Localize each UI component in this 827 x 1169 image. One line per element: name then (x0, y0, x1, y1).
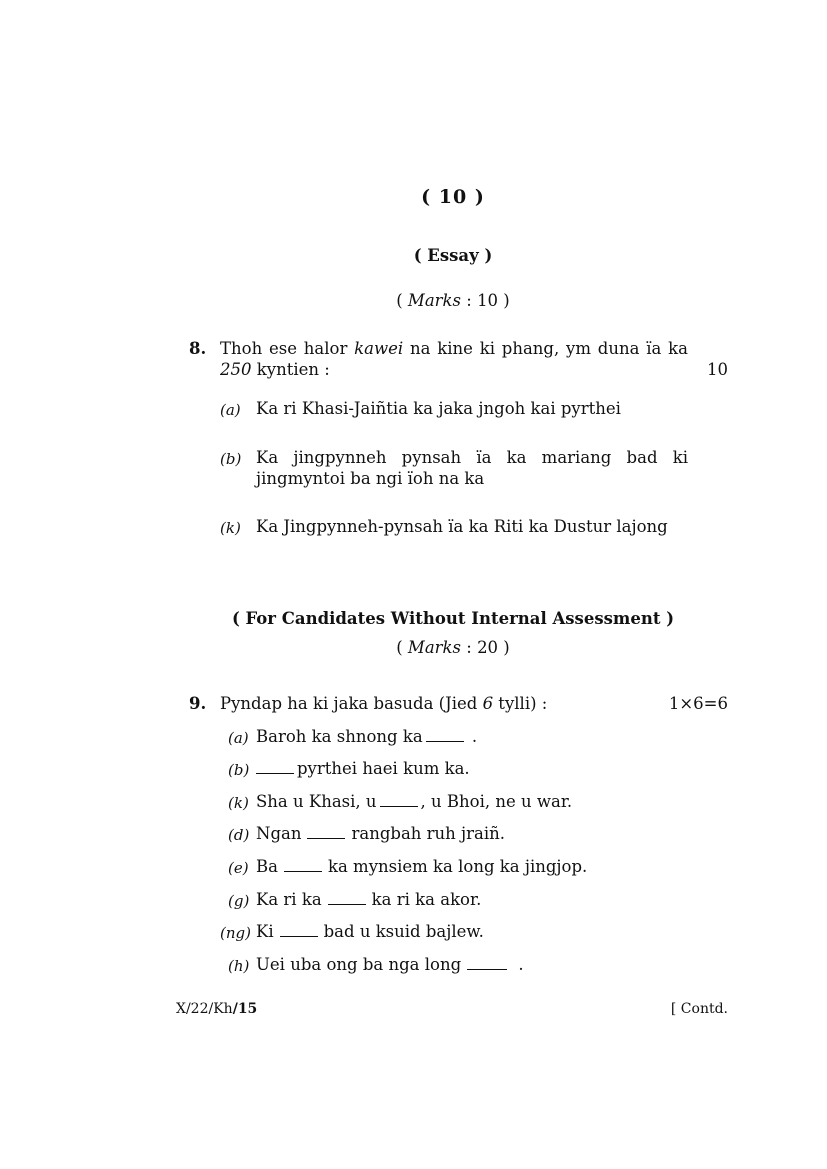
q8-option-text-line2: jingmyntoi ba ngi ïoh na ka (256, 469, 485, 488)
q9-item-text (256, 759, 470, 778)
marks-value: : 10 ) (461, 291, 510, 310)
q9-item-before: Ngan (256, 824, 302, 843)
q9-item-after: , u Bhoi, ne u war. (420, 792, 573, 811)
q9-item-text (256, 792, 572, 811)
q9-item-before: Baroh ka shnong ka (256, 727, 423, 746)
q8-text-a: Thoh ese halor (220, 339, 355, 358)
footer-code (176, 1001, 257, 1017)
q9-item-before: Ka ri ka (256, 890, 322, 909)
candidates-marks (0, 638, 827, 657)
q9-item-after: pyrthei haei kum ka. (297, 759, 470, 778)
q9-item-after: . (466, 727, 478, 746)
q9-item-text (256, 890, 481, 909)
q9-item-text (256, 727, 477, 746)
question-9-text (220, 694, 547, 713)
q9-item-before: Uei uba ong ba nga long (256, 955, 462, 974)
q9-item-after: bad u ksuid bajlew. (323, 922, 484, 941)
q9-item-after: ka ri ka akor. (371, 890, 482, 909)
q8-text-italic: kawei (354, 339, 404, 358)
fill-blank (284, 857, 322, 872)
marks-open: ( (396, 291, 408, 310)
fill-blank (256, 759, 294, 774)
q8-option-text: Ka ri Khasi-Jaiñtia ka jaka jngoh kai pyrthei (256, 399, 621, 418)
q9-text-a: Pyndap ha ki jaka basuda (Jied (220, 694, 483, 713)
q9-item-label: (g) (228, 892, 250, 910)
marks-label: Marks (407, 291, 462, 310)
question-8-text (220, 339, 688, 358)
candidates-section-title: ( For Candidates Without Internal Assessment ) (231, 609, 675, 628)
question-8-marks: 10 (707, 360, 728, 379)
q9-item-after: rangbah ruh jraiñ. (351, 824, 506, 843)
q9-item-label: (h) (228, 957, 250, 975)
q9-item-before: Sha u Khasi, u (256, 792, 377, 811)
question-9-number: 9. (189, 694, 207, 713)
essay-section-title: ( Essay ) (413, 246, 493, 265)
footer-code-prefix: X/22/Kh (176, 1001, 233, 1017)
q9-item-label: (ng) (220, 924, 251, 942)
q9-item-before: Ki (256, 922, 274, 941)
footer-code-suffix: /15 (232, 1001, 258, 1017)
q9-item-text (256, 857, 587, 876)
q9-item-before: Ba (256, 857, 278, 876)
q8-option-text: Ka jingpynneh pynsah ïa ka mariang bad ki (256, 448, 688, 467)
marks-value: : 20 ) (461, 638, 510, 657)
q8-option-label: (b) (220, 450, 242, 468)
q9-item-label: (b) (228, 761, 250, 779)
marks-label: Marks (407, 638, 462, 657)
fill-blank (426, 727, 464, 742)
q8-option-label: (a) (220, 401, 241, 419)
essay-marks (0, 291, 827, 310)
q9-item-label: (a) (228, 729, 249, 747)
q9-text-b: tylli) : (493, 694, 548, 713)
fill-blank (467, 955, 507, 970)
q9-item-text (256, 955, 524, 974)
q8-text-b: na kine ki phang, ym duna ïa ka (403, 339, 688, 358)
q9-item-text (256, 824, 505, 843)
q8-line2-text: kyntien : (251, 360, 330, 379)
marks-open: ( (396, 638, 408, 657)
question-8-number: 8. (189, 339, 207, 358)
question-8-line2 (220, 360, 330, 379)
fill-blank (307, 824, 345, 839)
q9-item-label: (d) (228, 826, 250, 844)
fill-blank (328, 890, 366, 905)
q9-item-label: (e) (228, 859, 249, 877)
q9-item-after: . (513, 955, 524, 974)
fill-blank (380, 792, 418, 807)
q9-item-after: ka mynsiem ka long ka jingjop. (327, 857, 588, 876)
q9-text-italic: 6 (482, 694, 494, 713)
q8-option-label: (k) (220, 519, 241, 537)
question-9-marks: 1×6=6 (668, 694, 728, 713)
q9-item-label: (k) (228, 794, 249, 812)
fill-blank (280, 922, 318, 937)
q8-option-text: Ka Jingpynneh-pynsah ïa ka Riti ka Dustur lajong (256, 517, 668, 536)
q9-item-text (256, 922, 484, 941)
page-number: ( 10 ) (421, 186, 485, 208)
footer-contd: [ Contd. (670, 1001, 728, 1017)
q8-line2-italic: 250 (220, 360, 252, 379)
